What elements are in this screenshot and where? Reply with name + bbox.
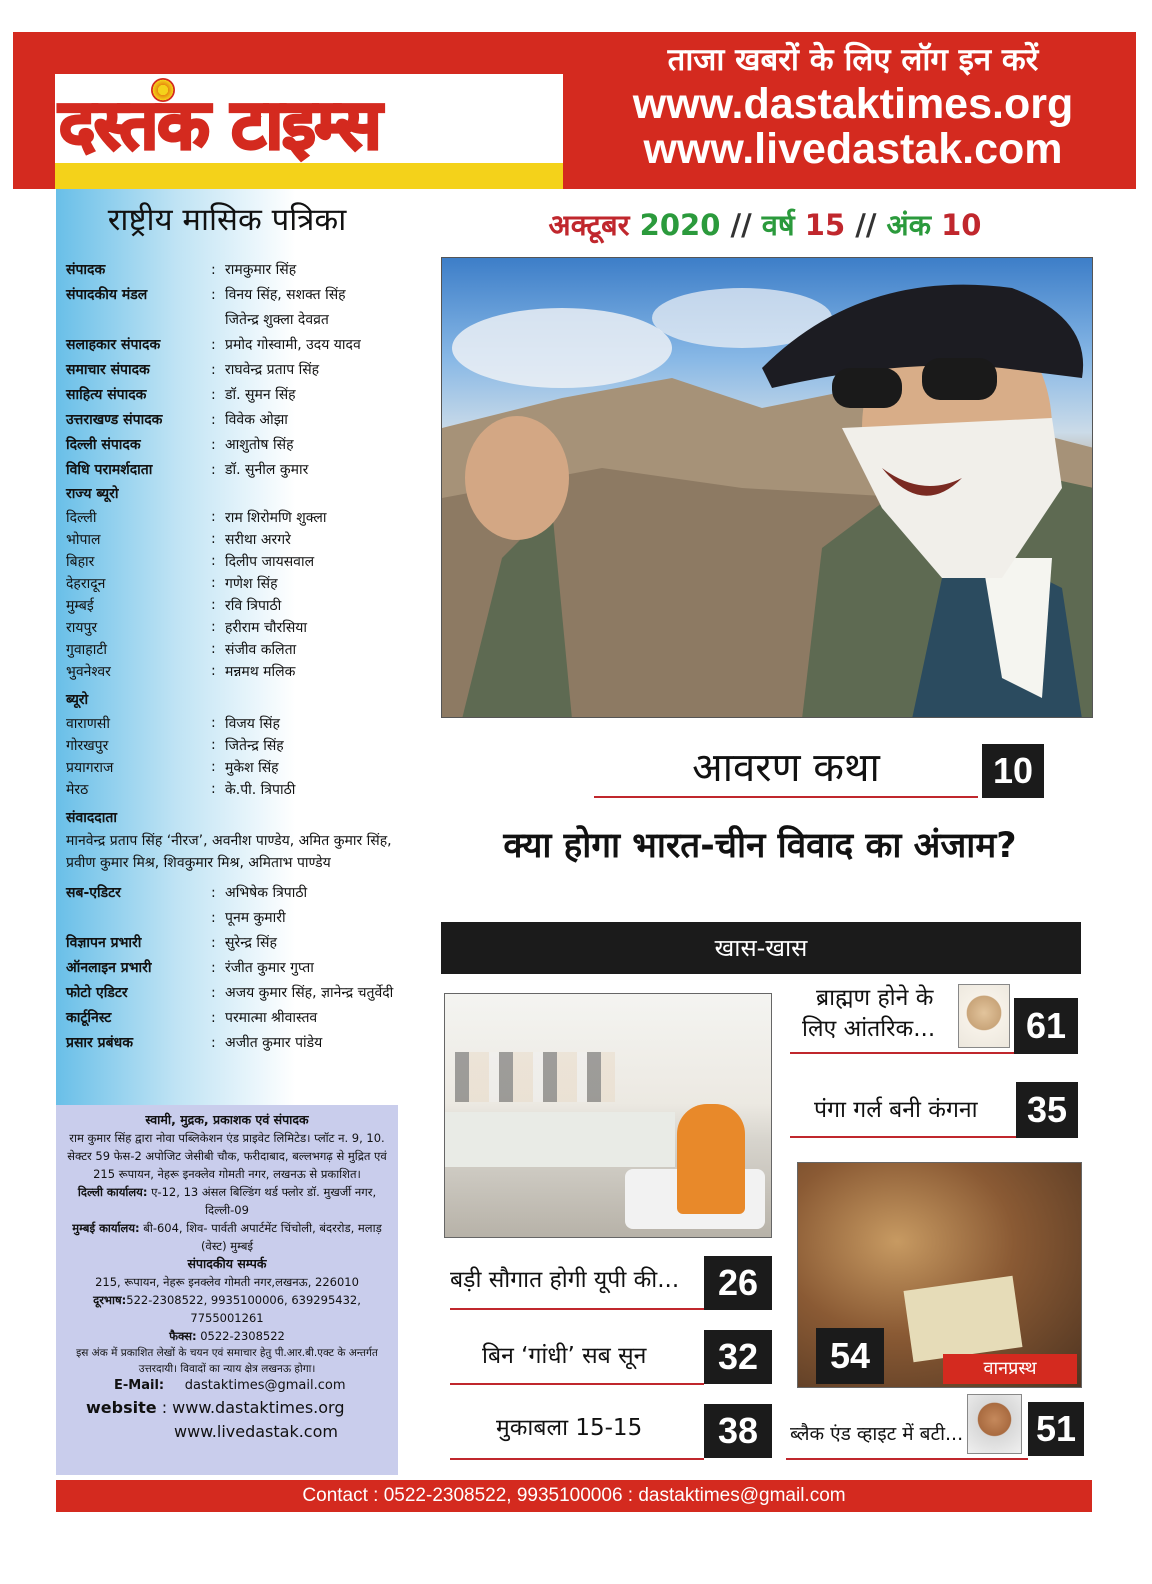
toc-title-vanprastha[interactable]: वानप्रस्थ <box>943 1354 1077 1384</box>
bureau-row: गोरखपुर : जितेन्द्र सिंह <box>66 737 284 754</box>
contact-heading: संपादकीय सम्पर्क <box>187 1256 267 1271</box>
bureau-row: बिहार : दिलीप जायसवाल <box>66 553 315 570</box>
staff-row: संपादक : रामकुमार सिंह <box>66 261 297 278</box>
bureau-row: रायपुर : हरीराम चौरसिया <box>66 619 308 636</box>
issue-month: अक्टूबर <box>548 208 630 242</box>
staff-row: सब-एडिटर : अभिषेक त्रिपाठी <box>66 884 308 901</box>
toc-page-54[interactable]: 54 <box>816 1328 884 1384</box>
toc-title-mukabla[interactable]: मुकाबला 15-15 <box>496 1415 643 1441</box>
imprint-title: स्वामी, मुद्रक, प्रकाशक एवं संपादक <box>145 1112 309 1127</box>
toc-title-bin-gandhi[interactable]: बिन ‘गांधी’ सब सून <box>482 1343 647 1369</box>
footer-contact[interactable]: Contact : 0522-2308522, 9935100006 : dastaktimes@gmail.com <box>56 1480 1092 1512</box>
toc-underline <box>450 1458 704 1460</box>
issue-volume-label: वर्ष <box>761 208 795 242</box>
website-line: website : www.dastaktimes.org <box>86 1398 345 1417</box>
author-photo-black-white <box>967 1394 1022 1454</box>
issue-number: 10 <box>941 208 982 242</box>
cover-story-headline[interactable]: क्या होगा भारत-चीन विवाद का अंजाम? <box>503 826 1017 866</box>
phone-line: दूरभाष:522-2308522, 9935100006, 639295432, 7755001261 <box>93 1293 361 1325</box>
bureau-row: मुम्बई : रवि त्रिपाठी <box>66 597 282 614</box>
toc-title-panga-girl[interactable]: पंगा गर्ल बनी कंगना <box>814 1097 978 1123</box>
header-url-dastaktimes[interactable]: www.dastaktimes.org <box>632 80 1074 128</box>
toc-page-61[interactable]: 61 <box>1014 998 1078 1054</box>
toc-page-32[interactable]: 32 <box>704 1330 772 1384</box>
bureau-row: वाराणसी : विजय सिंह <box>66 715 280 732</box>
toc-underline <box>786 1458 1028 1460</box>
staff-row: जितेन्द्र शुक्ला देवव्रत <box>225 312 329 328</box>
toc-page-35[interactable]: 35 <box>1016 1082 1078 1138</box>
staff-row: विज्ञापन प्रभारी : सुरेन्द्र सिंह <box>66 934 277 951</box>
staff-row: ऑनलाइन प्रभारी : रंजीत कुमार गुप्ता <box>66 959 314 976</box>
header-tagline: ताजा खबरों के लिए लॉग इन करें <box>667 42 1039 78</box>
toc-title-brahmin-line2[interactable]: लिए आंतरिक... <box>802 1016 936 1042</box>
staff-row: फोटो एडिटर : अजय कुमार सिंह, ज्ञानेन्द्र चतुर्वेदी <box>66 984 394 1001</box>
website-link-1[interactable]: www.dastaktimes.org <box>172 1398 345 1417</box>
imprint-box <box>56 1105 398 1475</box>
issue-year: 2020 <box>639 208 721 242</box>
staff-row: कार्टूनिस्ट : परमात्मा श्रीवास्तव <box>66 1009 318 1026</box>
issue-number-label: अंक <box>886 208 931 242</box>
toc-title-up-gift[interactable]: बड़ी सौगात होगी यूपी की... <box>450 1267 680 1293</box>
state-bureau-heading: राज्य ब्यूरो <box>66 486 119 502</box>
email-line: E-Mail: dastaktimes@gmail.com <box>114 1378 346 1393</box>
website-line-2 <box>64 1421 390 1443</box>
bureau-row: गुवाहाटी : संजीव कलिता <box>66 641 297 658</box>
toc-title-brahmin-line1[interactable]: ब्राह्मण होने के <box>816 985 934 1011</box>
toc-page-51[interactable]: 51 <box>1028 1402 1084 1456</box>
staff-row: समाचार संपादक : राघवेन्द्र प्रताप सिंह <box>66 361 320 378</box>
header-url-livedastak[interactable]: www.livedastak.com <box>643 125 1063 173</box>
email-link[interactable]: dastaktimes@gmail.com <box>184 1378 346 1393</box>
disclaimer: इस अंक में प्रकाशित लेखों के चयन एवं समाचार हेतु पी.आर.बी.एक्ट के अन्तर्गत उत्तरदायी। विवादों का न्याय क्षेत्र लखनऊ होगा। <box>76 1347 378 1375</box>
bureau-heading: ब्यूरो <box>66 692 89 708</box>
bureau-row: दिल्ली : राम शिरोमणि शुक्ला <box>66 509 327 526</box>
logo-text: दस्तक टाइम्स <box>59 85 381 165</box>
toc-page-38[interactable]: 38 <box>704 1404 772 1458</box>
staff-row: सलाहकार संपादक : प्रमोद गोस्वामी, उदय यादव <box>66 336 361 353</box>
correspondents-list: मानवेन्द्र प्रताप सिंह ‘नीरज’, अवनीश पाण्डेय, अमित कुमार सिंह, प्रवीण कुमार मिश्र, शिवकुमार मिश्र, अमिताभ पाण्डेय <box>66 833 392 871</box>
issue-line: अक्टूबर 2020 // वर्ष 15 // अंक 10 <box>548 208 982 242</box>
contact-address: 215, रूपायन, नेहरू इनक्लेव गोमती नगर,लखनऊ, 226010 <box>95 1275 359 1289</box>
sidebar-title: राष्ट्रीय मासिक पत्रिका <box>107 202 347 238</box>
issue-volume: 15 <box>804 208 846 242</box>
bureau-row: मेरठ : के.पी. त्रिपाठी <box>66 781 296 798</box>
cover-photo <box>441 257 1093 718</box>
cover-story-page[interactable]: 10 <box>982 744 1044 798</box>
toc-underline <box>790 1052 1014 1054</box>
staff-row: विधि परामर्शदाता : डॉ. सुनील कुमार <box>66 461 309 478</box>
fax-line: फैक्स: 0522-2308522 <box>169 1329 285 1343</box>
toc-underline <box>450 1308 704 1310</box>
bureau-row: प्रयागराज : मुकेश सिंह <box>66 759 279 776</box>
correspondents-heading: संवाददाता <box>66 810 117 826</box>
toc-underline <box>450 1383 704 1385</box>
staff-row: उत्तराखण्ड संपादक : विवेक ओझा <box>66 411 288 428</box>
author-photo-brahmin <box>958 984 1010 1048</box>
staff-row: प्रसार प्रबंधक : अजीत कुमार पांडेय <box>66 1034 323 1051</box>
header-promo <box>573 38 1133 172</box>
meeting-photo <box>444 993 772 1238</box>
toc-underline <box>790 1136 1016 1138</box>
toc-page-26[interactable]: 26 <box>704 1256 772 1310</box>
highlights-bar: खास-खास <box>441 922 1081 974</box>
masthead <box>13 32 1136 189</box>
staff-row: दिल्ली संपादक : आशुतोष सिंह <box>66 436 294 453</box>
delhi-office: दिल्ली कार्यालय: ए-12, 13 अंसल बिल्डिंग थर्ड फ्लोर डॉ. मुखर्जी नगर, दिल्ली-09 <box>77 1185 377 1217</box>
toc-title-black-white[interactable]: ब्लैक एंड व्हाइट में बटी... <box>790 1423 964 1445</box>
bureau-row: भोपाल : सरीथा अरगरे <box>66 531 291 548</box>
staff-row: संपादकीय मंडल : विनय सिंह, सशक्त सिंह <box>66 286 346 303</box>
cover-photo-illustration <box>442 258 1093 718</box>
staff-list <box>66 257 402 1055</box>
staff-sidebar <box>56 189 398 1105</box>
website-link-2[interactable]: www.livedastak.com <box>174 1422 338 1441</box>
bureau-row: भुवनेश्वर : मन्नमथ मलिक <box>66 663 296 680</box>
staff-row: साहित्य संपादक : डॉ. सुमन सिंह <box>66 386 296 403</box>
mumbai-office: मुम्बई कार्यालय: बी-604, शिव- पार्वती अपार्टमेंट चिंचोली, बंदररोड, मलाड़ (वेस्ट) मुम्बई <box>72 1221 382 1253</box>
staff-row: : पूनम कुमारी <box>211 909 286 926</box>
publisher-text: राम कुमार सिंह द्वारा नोवा पब्लिकेशन एंड प्राइवेट लिमिटेड। प्लॉट न. 9, 10. सेक्टर 59 फेस-2 अपोजिट जेसीबी चौक, फरीदाबाद, बल्लभगढ़ से मुद्रित एवं 215 रूपायन, नेहरू इनक्लेव गोमती नगर, लखनऊ से प्रकाशित। <box>67 1131 387 1181</box>
logo <box>55 74 563 189</box>
cover-story-label: आवरण कथा <box>594 740 978 798</box>
bureau-row: देहरादून : गणेश सिंह <box>66 575 278 592</box>
